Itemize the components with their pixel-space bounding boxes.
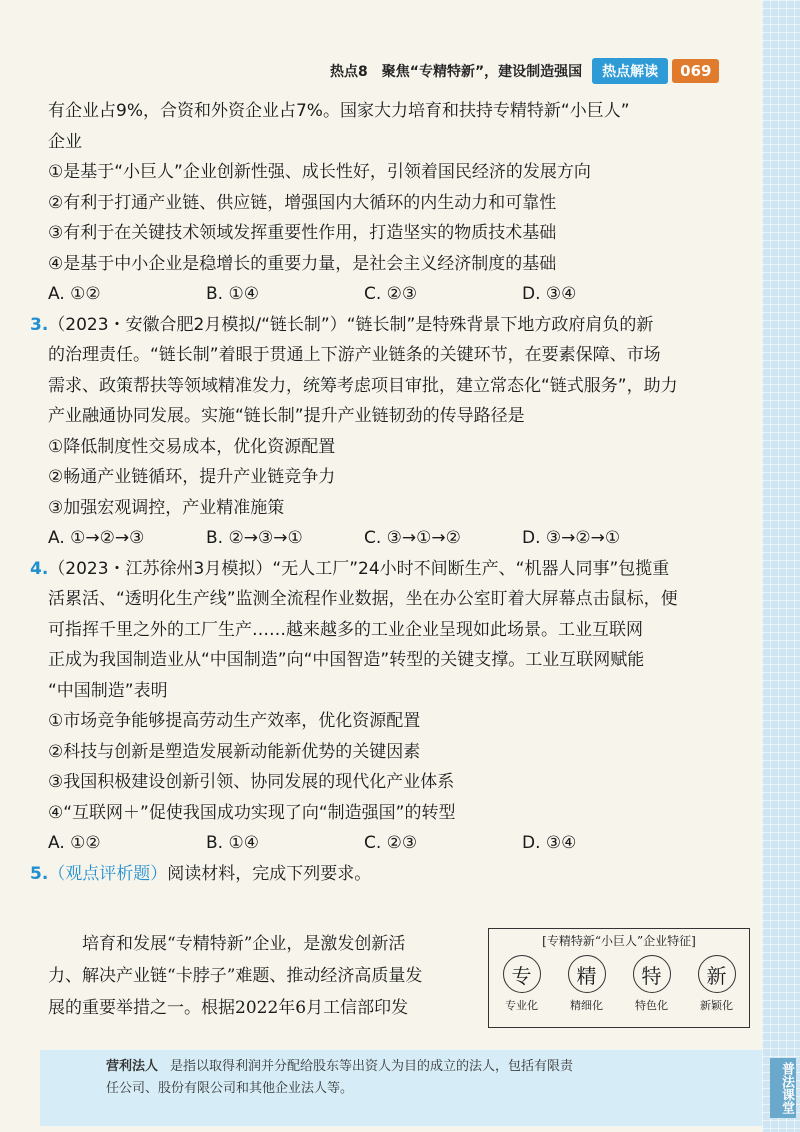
q5-number: 5.: [30, 863, 49, 884]
q3-stem-line: “链长制”是特殊背景下地方政府肩负的新: [346, 314, 654, 335]
choice-c: C. ③→①→②: [364, 528, 461, 548]
q4-option: ②科技与创新是塑造发展新动能新优势的关键因素: [48, 741, 421, 762]
q3-choices: [48, 523, 750, 554]
feature-circle: 专: [503, 955, 541, 993]
footer-definition: 是指以取得利润并分配给股东等出资人为目的成立的法人，包括有限责: [170, 1059, 574, 1074]
choice-c: C. ②③: [364, 284, 418, 304]
q4-source: （2023・江苏徐州3月模拟）: [48, 558, 273, 579]
q2-option: ④是基于中小企业是稳增长的重要力量，是社会主义经济制度的基础: [48, 253, 557, 274]
q5-first-line: [30, 859, 750, 890]
choice-c: C. ②③: [364, 833, 418, 853]
main-content: [30, 96, 750, 889]
footer-text: [106, 1056, 726, 1100]
choice-b: B. ①④: [206, 833, 259, 853]
page-header: [330, 58, 719, 84]
header-tag: 热点解读: [592, 58, 668, 84]
q3-option: ①降低制度性交易成本，优化资源配置: [48, 436, 336, 457]
q3-option: ②畅通产业链循环，提升产业链竞争力: [48, 467, 336, 487]
q4-option: ①市场竞争能够提高劳动生产效率，优化资源配置: [48, 711, 421, 731]
feature-label: 新颖化: [700, 999, 733, 1012]
choice-b: B. ②→③→①: [206, 528, 303, 548]
q3-number: 3.: [30, 314, 49, 335]
feature-item: [633, 955, 671, 1013]
choice-a: A. ①②: [48, 833, 101, 853]
q2-option: ①是基于“小巨人”企业创新性强、成长性好，引领着国民经济的发展方向: [48, 162, 591, 182]
q4-option: ④“互联网＋”促使我国成功实现了向“制造强国”的转型: [48, 802, 456, 823]
feature-label: 特色化: [635, 999, 668, 1012]
choice-a: A. ①②: [48, 284, 101, 304]
feature-box: [488, 928, 750, 1028]
feature-item: [503, 955, 541, 1013]
q4-number: 4.: [30, 558, 49, 579]
choice-b: B. ①④: [206, 284, 259, 304]
material-line: 培育和发展“专精特新”企业，是激发创新活: [48, 934, 406, 954]
q3-option: ③加强宏观调控，产业精准施策: [48, 497, 285, 518]
q3-stem-line: 需求、政策帮扶等领域精准发力，统筹考虑项目审批，建立常态化“链式服务”，助力: [48, 375, 678, 396]
footer-side-label: 普法课堂: [770, 1058, 796, 1118]
choice-a: A. ①→②→③: [48, 528, 145, 548]
q2-stem-line: 有企业占9%，合资和外资企业占7%。国家大力培育和扶持专精特新“小巨人”: [48, 101, 630, 121]
q4-stem-line: 活累活、“透明化生产线”监测全流程作业数据，坐在办公室盯着大屏幕点击鼠标，便: [48, 589, 678, 609]
feature-label: 精细化: [570, 999, 603, 1012]
choice-d: D. ③④: [522, 284, 577, 304]
q4-first-line: [30, 554, 750, 585]
q4-stem-line: 可指挥千里之外的工厂生产……越来越多的工业企业呈现如此场景。工业互联网: [48, 619, 643, 640]
feature-label: 专业化: [505, 999, 538, 1012]
feature-item: [698, 955, 736, 1013]
side-grid-strip: [762, 0, 800, 1132]
q2-option: ②有利于打通产业链、供应链，增强国内大循环的内生动力和可靠性: [48, 192, 557, 213]
q2-stem-line: 企业: [48, 131, 82, 152]
q5-source: （观点评析题）: [48, 863, 168, 884]
feature-row: [489, 955, 749, 1013]
q4-choices: [48, 828, 750, 859]
q4-stem-line: “无人工厂”24小时不间断生产、“机器人同事”包揽重: [272, 558, 670, 579]
q3-stem-line: 的治理责任。“链长制”着眼于贯通上下游产业链条的关键环节，在要素保障、市场: [48, 345, 661, 365]
material-text: [48, 928, 478, 1024]
q5-stem: 阅读材料，完成下列要求。: [167, 863, 372, 884]
feature-circle: 特: [633, 955, 671, 993]
q3-source: （2023・安徽合肥2月模拟/“链长制”）: [48, 314, 347, 335]
page-number: 069: [672, 59, 719, 83]
feature-circle: 新: [698, 955, 736, 993]
q4-stem-line: 正成为我国制造业从“中国制造”向“中国智造”转型的关键支撑。工业互联网赋能: [48, 650, 645, 670]
q2-choices: [48, 279, 750, 310]
feature-item: [568, 955, 606, 1013]
footer-definition: 任公司、股份有限公司和其他企业法人等。: [106, 1081, 354, 1096]
feature-box-title: [专精特新“小巨人”企业特征]: [542, 934, 696, 948]
footer-term: 营利法人: [106, 1059, 159, 1074]
q4-stem-line: “中国制造”表明: [48, 680, 168, 701]
choice-d: D. ③→②→①: [522, 528, 621, 548]
q2-option: ③有利于在关键技术领域发挥重要性作用，打造坚实的物质技术基础: [48, 223, 557, 243]
q3-stem-line: 产业融通协同发展。实施“链长制”提升产业链韧劲的传导路径是: [48, 406, 525, 426]
feature-circle: 精: [568, 955, 606, 993]
header-title: 热点8 聚焦“专精特新”，建设制造强国: [330, 64, 583, 80]
footer-note: [40, 1050, 794, 1126]
choice-d: D. ③④: [522, 833, 577, 853]
q3-first-line: [30, 310, 750, 341]
material-line: 展的重要举措之一。根据2022年6月工信部印发: [48, 998, 409, 1018]
q4-option: ③我国积极建设创新引领、协同发展的现代化产业体系: [48, 772, 455, 792]
material-line: 力、解决产业链“卡脖子”难题、推动经济高质量发: [48, 966, 423, 986]
